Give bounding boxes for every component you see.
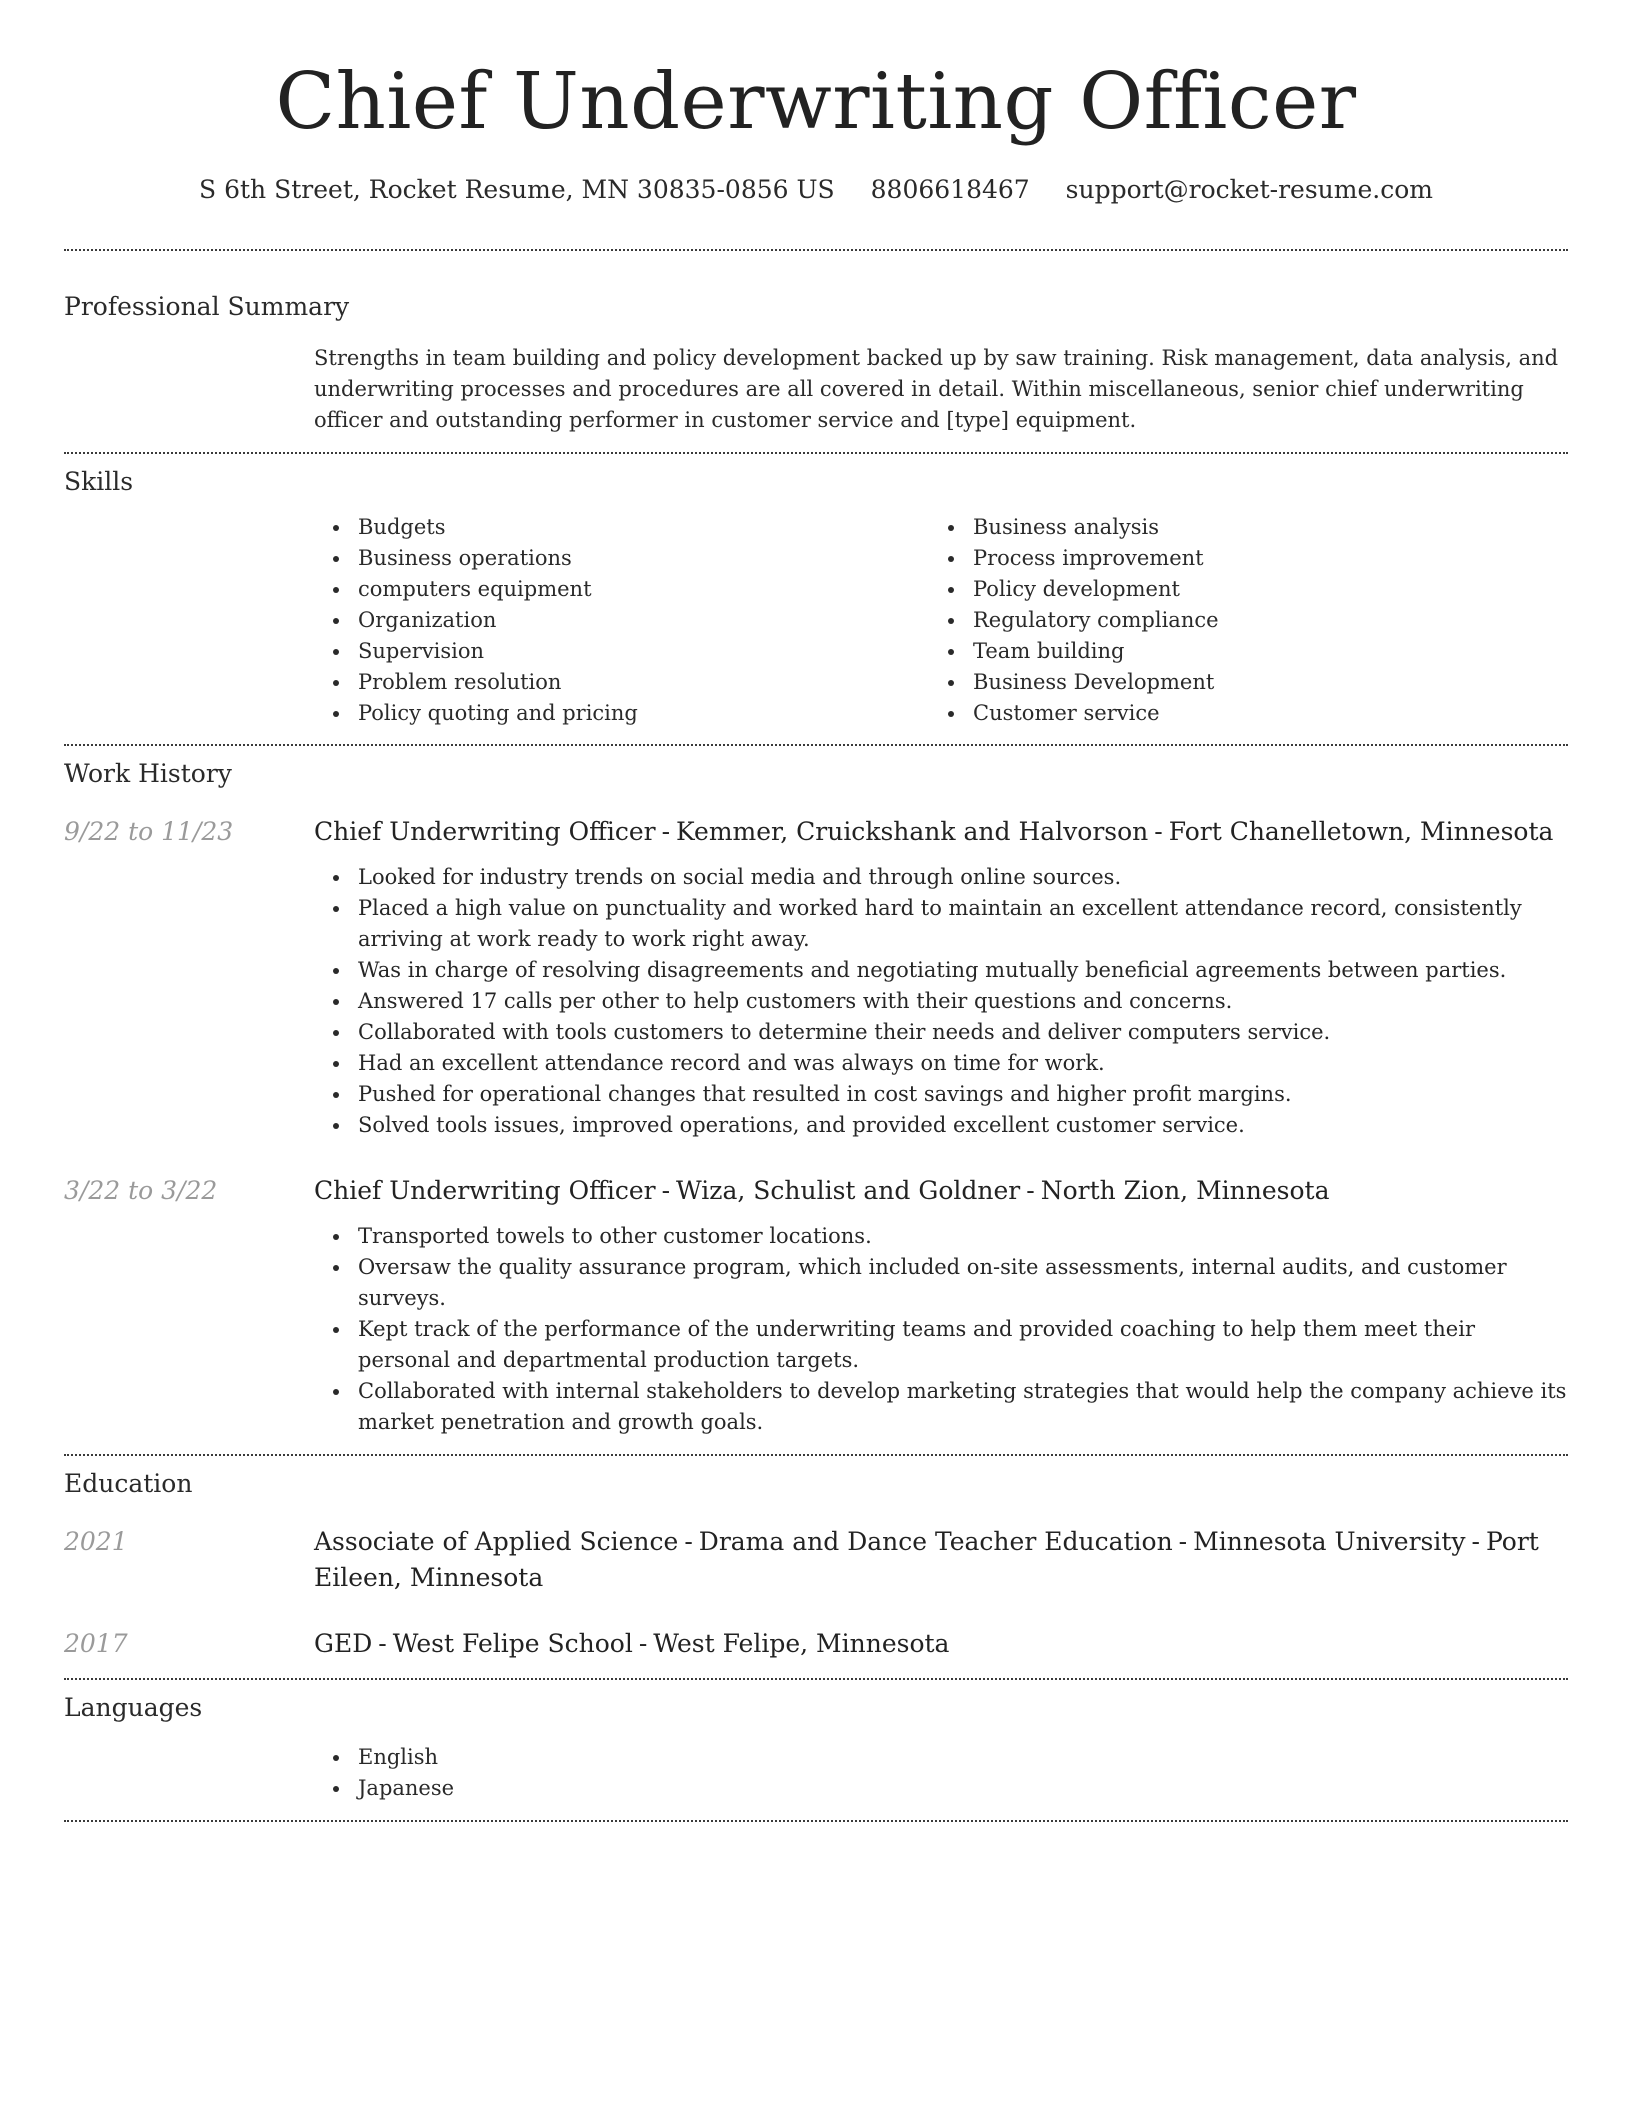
job-role: Chief Underwriting Officer — [314, 817, 656, 846]
skill-item: Policy quoting and pricing — [314, 698, 929, 729]
work-history-section — [64, 756, 1568, 1438]
skills-grid — [314, 512, 1568, 729]
skills-section — [64, 464, 1568, 729]
skills-list-right — [929, 512, 1544, 729]
job-bullet: Looked for industry trends on social media and through online sources. — [314, 862, 1568, 893]
section-title-education: Education — [64, 1469, 193, 1498]
job-bullet: Solved tools issues, improved operations, and provided excellent customer service. — [314, 1110, 1568, 1141]
school: West Felipe School — [392, 1629, 633, 1658]
section-title-skills: Skills — [64, 467, 134, 496]
school-location: Port Eileen, Minnesota — [314, 1527, 1539, 1592]
job-bullet: Had an excellent attendance record and was always on time for work. — [314, 1048, 1568, 1079]
address: S 6th Street, Rocket Resume, MN 30835-0856 US — [199, 175, 835, 204]
skill-item: Budgets — [314, 512, 929, 543]
skill-item: Regulatory compliance — [929, 605, 1544, 636]
job-company: Kemmer, Cruickshank and Halvorson — [676, 817, 1149, 846]
divider — [64, 249, 1568, 251]
job-title-line: Chief Underwriting Officer - Kemmer, Cruickshank and Halvorson - Fort Chanelletown, Minnesota — [314, 817, 1554, 846]
job-location: North Zion, Minnesota — [1040, 1176, 1330, 1205]
education-date: 2017 — [64, 1629, 128, 1658]
job-entry — [64, 814, 1568, 1141]
summary-section — [64, 289, 1568, 436]
education-date: 2021 — [64, 1527, 128, 1556]
skill-item: Team building — [929, 636, 1544, 667]
job-bullet: Transported towels to other customer locations. — [314, 1221, 1568, 1252]
job-bullet: Kept track of the performance of the underwriting teams and provided coaching to help them meet their personal and departmental production targets. — [314, 1314, 1568, 1376]
summary-text: Strengths in team building and policy development backed up by saw training. Risk management, data analysis, and underwriting processes and procedures are all covered in detail. Within miscellaneous, senior chief underwriting officer and outstanding performer in customer service and [type] equipment. — [314, 346, 1559, 432]
section-title-languages: Languages — [64, 1693, 203, 1722]
divider — [64, 1454, 1568, 1456]
skill-item: Business analysis — [929, 512, 1544, 543]
field-of-study: Drama and Dance Teacher Education — [698, 1527, 1173, 1556]
languages-section — [64, 1690, 1568, 1804]
skill-item: Process improvement — [929, 543, 1544, 574]
education-entry — [64, 1626, 1568, 1662]
skill-item: computers equipment — [314, 574, 929, 605]
job-bullet: Was in charge of resolving disagreements and negotiating mutually beneficial agreements between parties. — [314, 955, 1568, 986]
resume-header — [64, 0, 1568, 208]
job-bullet: Pushed for operational changes that resulted in cost savings and higher profit margins. — [314, 1079, 1568, 1110]
job-dates: 3/22 to 3/22 — [64, 1176, 218, 1205]
school: Minnesota University — [1193, 1527, 1466, 1556]
divider — [64, 744, 1568, 746]
job-bullet: Collaborated with tools customers to determine their needs and deliver computers service. — [314, 1017, 1568, 1048]
job-dates: 9/22 to 11/23 — [64, 817, 234, 846]
language-item: English — [314, 1742, 1568, 1773]
job-details — [314, 1173, 1568, 1438]
divider — [64, 1820, 1568, 1822]
job-bullet: Collaborated with internal stakeholders to develop marketing strategies that would help the company achieve its market penetration and growth goals. — [314, 1376, 1568, 1438]
skill-item: Business operations — [314, 543, 929, 574]
job-entry — [64, 1173, 1568, 1438]
skill-item: Policy development — [929, 574, 1544, 605]
email[interactable]: support@rocket-resume.com — [1065, 175, 1433, 204]
skills-list-left — [314, 512, 929, 729]
divider — [64, 1678, 1568, 1680]
skill-item: Customer service — [929, 698, 1544, 729]
job-title-line: Chief Underwriting Officer - Wiza, Schulist and Goldner - North Zion, Minnesota — [314, 1176, 1330, 1205]
job-company: Wiza, Schulist and Goldner — [676, 1176, 1021, 1205]
language-item: Japanese — [314, 1773, 1568, 1804]
candidate-name: Chief Underwriting Officer — [275, 57, 1357, 147]
job-location: Fort Chanelletown, Minnesota — [1168, 817, 1554, 846]
job-role: Chief Underwriting Officer — [314, 1176, 656, 1205]
section-title-work: Work History — [64, 759, 232, 788]
languages-list — [314, 1742, 1568, 1804]
skill-item: Supervision — [314, 636, 929, 667]
skill-item: Business Development — [929, 667, 1544, 698]
education-title-line: GED - West Felipe School - West Felipe, Minnesota — [314, 1629, 950, 1658]
job-bullet: Answered 17 calls per other to help customers with their questions and concerns. — [314, 986, 1568, 1017]
skill-item: Problem resolution — [314, 667, 929, 698]
phone: 8806618467 — [870, 175, 1030, 204]
job-details — [314, 814, 1568, 1141]
section-title-summary: Professional Summary — [64, 292, 350, 321]
education-details — [314, 1626, 1568, 1662]
job-bullets — [314, 862, 1568, 1141]
divider — [64, 452, 1568, 454]
education-entry — [64, 1524, 1568, 1596]
languages-body — [314, 1742, 1568, 1804]
education-details — [314, 1524, 1568, 1596]
degree: GED — [314, 1629, 373, 1658]
education-section — [64, 1466, 1568, 1662]
contact-line — [64, 172, 1568, 208]
job-bullet: Placed a high value on punctuality and worked hard to maintain an excellent attendance record, consistently arriving at work ready to work right away. — [314, 893, 1568, 955]
job-bullets — [314, 1221, 1568, 1438]
degree: Associate of Applied Science — [314, 1527, 679, 1556]
skill-item: Organization — [314, 605, 929, 636]
school-location: West Felipe, Minnesota — [653, 1629, 950, 1658]
job-bullet: Oversaw the quality assurance program, which included on-site assessments, internal audits, and customer surveys. — [314, 1252, 1568, 1314]
education-title-line: Associate of Applied Science - Drama and Dance Teacher Education - Minnesota University - Port Eileen, Minnesota — [314, 1527, 1539, 1592]
